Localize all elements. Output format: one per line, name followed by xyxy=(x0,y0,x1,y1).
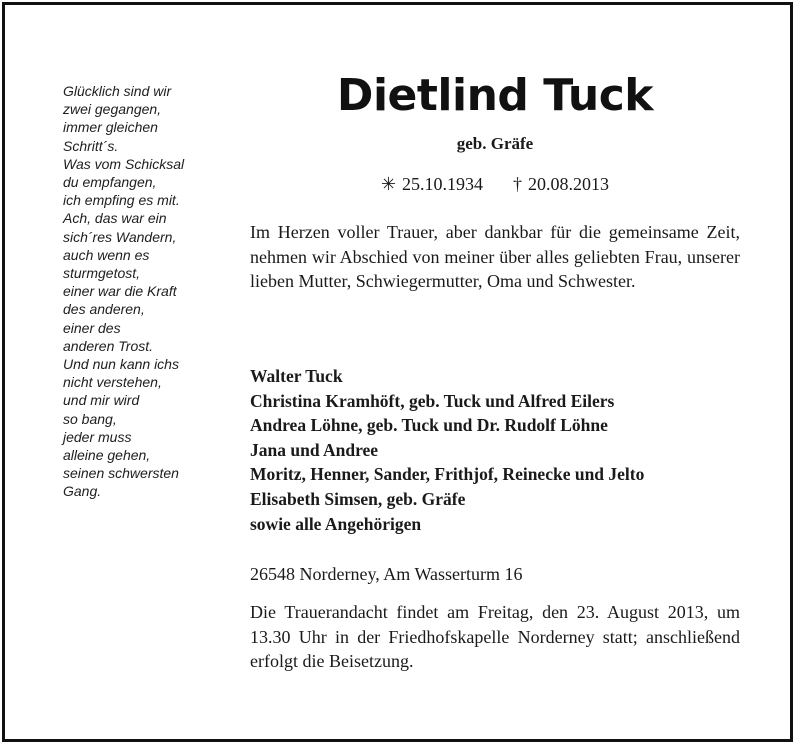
life-dates xyxy=(250,174,740,195)
poem-line: und mir wird xyxy=(63,392,140,409)
poem-line: einer war die Kraft xyxy=(63,283,177,300)
poem-line: zwei gegangen, xyxy=(63,101,162,118)
poem-line: alleine gehen, xyxy=(63,447,151,464)
intro-text: Im Herzen voller Trauer, aber dankbar für die gemeinsame Zeit, nehmen wir Abschied von meiner über alles geliebten Frau, unserer lieben Mutter, Schwiegermutter, Oma und Schwester. xyxy=(250,222,740,291)
deceased-name: Dietlind Tuck xyxy=(336,70,654,121)
mourner-line: Walter Tuck xyxy=(250,366,343,386)
poem-line: Und nun kann ichs xyxy=(63,356,179,373)
mourner-line: Christina Kramhöft, geb. Tuck und Alfred Eilers xyxy=(250,390,615,411)
service-text: Die Trauerandacht findet am Freitag, den 23. August 2013, um 13.30 Uhr in der Friedhofskapelle Norderney statt; anschließend erfolgt die Beisetzung. xyxy=(250,602,740,671)
poem-line: Glücklich sind wir xyxy=(63,83,172,99)
poem-line: des anderen, xyxy=(63,301,145,318)
death-date: 20.08.2013 xyxy=(528,174,610,194)
poem-line: so bang, xyxy=(63,410,117,427)
poem-line: auch wenn es xyxy=(63,246,150,263)
mourner-line: Elisabeth Simsen, geb. Gräfe xyxy=(250,488,466,509)
mourner-line: Moritz, Henner, Sander, Frithjof, Reinecke und Jelto xyxy=(250,464,645,485)
poem-line: jeder muss xyxy=(63,428,132,445)
mourner-line: Jana und Andree xyxy=(250,439,379,460)
poem-line: nicht verstehen, xyxy=(63,374,162,391)
mourner-line: sowie alle Angehörigen xyxy=(250,513,422,534)
death-cross-icon: † xyxy=(513,174,523,194)
birth-star-icon: ✳ xyxy=(380,174,397,194)
mourners-list xyxy=(250,364,740,536)
poem-line: immer gleichen xyxy=(63,119,158,136)
poem-line: ich empfing es mit. xyxy=(63,192,180,209)
birth-name: geb. Gräfe xyxy=(456,134,534,153)
mourner-line: Andrea Löhne, geb. Tuck und Dr. Rudolf Löhne xyxy=(250,415,608,436)
poem-line: Was vom Schicksal xyxy=(63,155,185,172)
birth-date: 25.10.1934 xyxy=(402,174,484,194)
address: 26548 Norderney, Am Wasserturm 16 xyxy=(250,564,523,584)
poem-line: seinen schwersten xyxy=(63,465,179,482)
poem-line: anderen Trost. xyxy=(63,337,154,354)
poem-line: du empfangen, xyxy=(63,174,157,191)
poem-line: sich´res Wandern, xyxy=(63,228,177,245)
poem-line: Ach, das war ein xyxy=(63,210,167,227)
memorial-poem xyxy=(63,82,223,501)
poem-line: Gang. xyxy=(63,483,102,500)
poem-line: Schritt´s. xyxy=(63,137,119,154)
poem-line: einer des xyxy=(63,319,121,336)
poem-line: sturmgetost, xyxy=(63,265,141,282)
